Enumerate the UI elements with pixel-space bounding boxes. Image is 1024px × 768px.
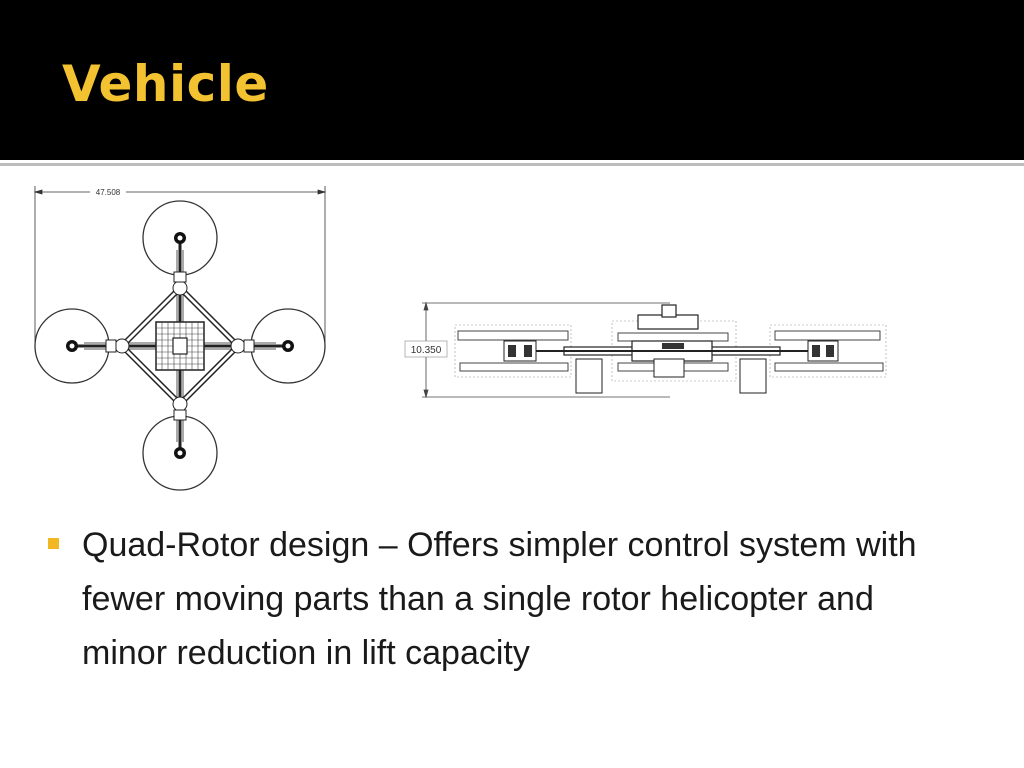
bullet-text: Quad-Rotor design – Offers simpler control system with fewer moving parts than a single rotor helicopter and minor reduction in lift capacity [82,526,917,672]
center-body [156,322,204,370]
height-dimension-label: 10.350 [410,345,442,356]
bullet-list [46,518,946,680]
bullet-item [46,518,946,680]
width-dimension-label: 47.508 [95,188,121,197]
square-bullet-icon [48,538,59,549]
title-bar [0,0,1024,160]
quadrotor-side-view-drawing [400,295,890,410]
title-divider-gray [0,163,1024,166]
quadrotor-top-view-drawing [30,180,330,495]
slide-title: Vehicle [62,55,269,113]
